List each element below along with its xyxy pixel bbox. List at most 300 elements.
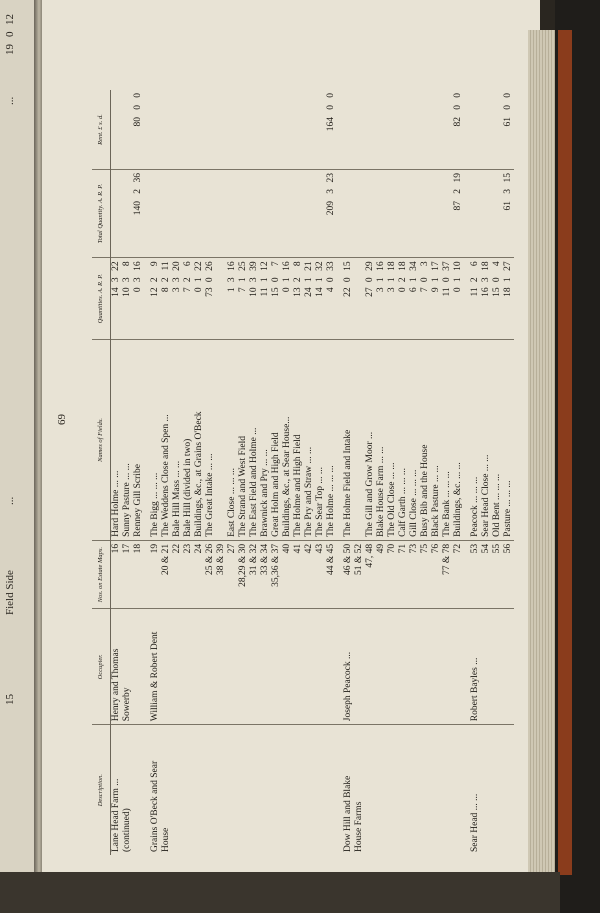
cell-map-number: 75 — [420, 540, 431, 608]
qty-acres: 14 — [314, 287, 325, 297]
qty-perches: 17 — [430, 261, 441, 271]
cell-description: Lane Head Farm ... — [110, 778, 121, 852]
cell-occupier — [205, 609, 216, 725]
cell-total-quantity — [183, 170, 194, 258]
qty-acres: 73 — [204, 287, 215, 297]
cell-quantity — [503, 258, 514, 340]
qty-acres: 14 — [110, 287, 121, 297]
qty-perches: 27 — [502, 261, 513, 271]
cell-field-name: Buildings, &c. ... ... — [453, 340, 464, 541]
cell-map-number: 76 — [431, 540, 442, 608]
cell-field-name: Bale Hill (divided in two) — [183, 340, 194, 541]
cell-quantity — [216, 258, 227, 340]
cell-total-quantity — [376, 170, 387, 258]
cell-quantity — [376, 258, 387, 340]
col-fields: Names of Fields. — [92, 340, 110, 541]
qty-roods: 2 — [397, 277, 408, 283]
qty-acres: 18 — [502, 287, 513, 297]
table-row — [431, 90, 442, 855]
cell-description: Grains O'Beck and Sear — [149, 760, 160, 852]
left-page-fragment — [4, 5, 34, 705]
qty-roods: 1 — [237, 277, 248, 283]
cell-total-quantity — [304, 170, 315, 258]
qty-acres: 0 — [397, 287, 408, 293]
cell-description — [453, 725, 464, 855]
estate-table — [92, 90, 514, 855]
qty-perches: 22 — [193, 261, 204, 271]
total-acres: 209 — [325, 201, 336, 216]
cell-quantity — [293, 258, 304, 340]
cell-quantity — [464, 258, 481, 340]
cell-description: House Farms — [353, 801, 364, 852]
qty-perches: 16 — [226, 261, 237, 271]
cell-map-number: 71 — [398, 540, 409, 608]
cell-total-quantity — [326, 170, 337, 258]
qty-acres: 0 — [281, 287, 292, 293]
table-row — [249, 90, 260, 855]
table-row — [315, 90, 326, 855]
cell-map-number: 28,29 & 30 — [238, 540, 249, 608]
cell-rent — [122, 90, 133, 170]
cell-field-name: Bale Hill Mass ... ... — [172, 340, 183, 541]
cell-quantity — [249, 258, 260, 340]
rotated-ledger — [52, 90, 522, 855]
rent-pence: 0 — [452, 93, 463, 98]
cell-field-name: The East Field and Holme ... — [249, 340, 260, 541]
cell-rent — [161, 90, 172, 170]
qty-roods: 3 — [171, 277, 182, 283]
cell-quantity — [122, 258, 133, 340]
cell-quantity — [271, 258, 282, 340]
cell-description — [315, 725, 326, 855]
cell-description — [227, 725, 238, 855]
table-row — [304, 90, 315, 855]
cell-map-number: 54 — [481, 540, 492, 608]
cell-rent — [315, 90, 326, 170]
qty-perches: 16 — [281, 261, 292, 271]
cell-description — [420, 725, 431, 855]
cell-map-number: 19 — [144, 540, 161, 608]
qty-roods: 1 — [386, 277, 397, 283]
cell-occupier — [420, 609, 431, 725]
cell-map-number: 41 — [293, 540, 304, 608]
cell-occupier — [172, 609, 183, 725]
cell-quantity — [315, 258, 326, 340]
cell-quantity — [409, 258, 420, 340]
table-row — [293, 90, 304, 855]
cell-occupier — [431, 609, 442, 725]
cell-map-number: 18 — [133, 540, 144, 608]
qty-roods: 3 — [480, 277, 491, 283]
cell-description — [293, 725, 304, 855]
qty-perches: 11 — [160, 261, 171, 271]
cell-map-number: 49 — [376, 540, 387, 608]
cell-quantity — [365, 258, 376, 340]
qty-perches: 20 — [171, 261, 182, 271]
qty-roods: 3 — [226, 277, 237, 283]
total-roods: 3 — [325, 189, 336, 194]
qty-perches: 18 — [480, 261, 491, 271]
qty-roods: 1 — [193, 277, 204, 283]
cell-occupier — [304, 609, 315, 725]
cell-total-quantity — [216, 170, 227, 258]
cell-map-number: 16 — [110, 540, 122, 608]
cell-field-name: Renney Gill Scribe — [133, 340, 144, 541]
cell-map-number: 20 & 21 — [161, 540, 172, 608]
cell-field-name: Busy Bib and the House — [420, 340, 431, 541]
cell-occupier — [133, 609, 144, 725]
qty-acres: 1 — [226, 287, 237, 293]
table-row — [260, 90, 271, 855]
cell-description — [326, 725, 337, 855]
cell-map-number: 22 — [172, 540, 183, 608]
qty-roods: 0 — [419, 277, 430, 283]
cell-occupier: Henry and Thomas — [110, 609, 122, 725]
qty-acres: 11 — [441, 287, 452, 297]
qty-roods: 2 — [182, 277, 193, 283]
qty-roods: 3 — [132, 277, 143, 283]
cell-occupier — [354, 609, 365, 725]
cell-quantity — [304, 258, 315, 340]
cell-rent — [260, 90, 271, 170]
cell-total-quantity — [172, 170, 183, 258]
cell-occupier — [183, 609, 194, 725]
cell-occupier — [398, 609, 409, 725]
cell-quantity — [205, 258, 216, 340]
cell-field-name — [216, 340, 227, 541]
rent-pounds: 82 — [452, 117, 463, 127]
qty-roods: 0 — [342, 277, 353, 283]
cell-rent — [249, 90, 260, 170]
cell-occupier — [216, 609, 227, 725]
qty-acres: 0 — [452, 287, 463, 293]
table-row — [238, 90, 249, 855]
cell-quantity — [442, 258, 453, 340]
qty-perches: 15 — [342, 261, 353, 271]
cell-total-quantity — [354, 170, 365, 258]
col-description: Description. — [92, 725, 110, 855]
cell-field-name: The Great Intake ... ... — [205, 340, 216, 541]
table-row — [205, 90, 216, 855]
qty-perches: 25 — [237, 261, 248, 271]
cell-description — [205, 725, 216, 855]
cell-field-name: Great Holm and High Field — [271, 340, 282, 541]
rent-shillings: 0 — [132, 105, 143, 110]
cell-field-name: The Bank ... ... ... — [442, 340, 453, 541]
qty-acres: 3 — [171, 287, 182, 293]
qty-roods: 2 — [149, 277, 160, 283]
page-stack-edge — [528, 30, 558, 875]
qty-roods: 0 — [441, 277, 452, 283]
cell-map-number: 35,36 & 37 — [271, 540, 282, 608]
qty-acres: 13 — [292, 287, 303, 297]
cell-total-quantity — [464, 170, 481, 258]
cell-occupier — [260, 609, 271, 725]
cell-map-number: 51 & 52 — [354, 540, 365, 608]
cell-rent — [205, 90, 216, 170]
qty-roods: 0 — [270, 277, 281, 283]
cell-quantity — [161, 258, 172, 340]
table-row — [409, 90, 420, 855]
cell-field-name: Buildings, &c., at Sear House... — [282, 340, 293, 541]
cell-total-quantity — [271, 170, 282, 258]
cell-field-name: The Holme and High Field — [293, 340, 304, 541]
page-number: 69 — [56, 414, 68, 425]
cell-occupier — [227, 609, 238, 725]
cell-description: House — [160, 827, 171, 852]
qty-roods: 3 — [248, 277, 259, 283]
cell-description: (continued) — [121, 808, 132, 852]
qty-acres: 7 — [419, 287, 430, 293]
qty-acres: 15 — [491, 287, 502, 297]
cell-occupier — [282, 609, 293, 725]
total-acres: 61 — [502, 201, 513, 211]
cell-total-quantity — [431, 170, 442, 258]
qty-roods: 0 — [204, 277, 215, 283]
table-row — [282, 90, 293, 855]
qty-perches: 6 — [182, 261, 193, 267]
cell-quantity — [144, 258, 161, 340]
cell-quantity — [492, 258, 503, 340]
cell-rent — [420, 90, 431, 170]
cell-occupier — [315, 609, 326, 725]
qty-roods: 3 — [121, 277, 132, 283]
table-row — [365, 90, 376, 855]
table-row — [464, 90, 481, 855]
qty-acres: 9 — [430, 287, 441, 293]
table-row — [271, 90, 282, 855]
cell-description: Dow Hill and Blake — [342, 775, 353, 852]
cell-field-name: The Holme Field and Intake — [337, 340, 354, 541]
cell-field-name — [354, 340, 365, 541]
qty-roods: 1 — [502, 277, 513, 283]
cell-total-quantity — [503, 170, 514, 258]
table-row — [194, 90, 205, 855]
cell-total-quantity — [194, 170, 205, 258]
table-row — [172, 90, 183, 855]
qty-perches: 18 — [397, 261, 408, 271]
cell-total-quantity — [249, 170, 260, 258]
qty-acres: 11 — [469, 287, 480, 297]
cell-occupier — [492, 609, 503, 725]
cell-quantity — [431, 258, 442, 340]
qty-roods: 3 — [110, 277, 121, 283]
cell-map-number: 77 & 78 — [442, 540, 453, 608]
rent-pounds: 164 — [325, 117, 336, 132]
qty-acres: 15 — [270, 287, 281, 297]
qty-acres: 4 — [325, 287, 336, 293]
cell-occupier: William & Robert Dent — [144, 609, 161, 725]
table-row — [376, 90, 387, 855]
qty-perches: 6 — [469, 261, 480, 267]
rent-pence: 0 — [502, 93, 513, 98]
table-row — [420, 90, 431, 855]
rent-pence: 0 — [132, 93, 143, 98]
cell-quantity — [110, 258, 122, 340]
cell-description — [133, 725, 144, 855]
cell-description — [194, 725, 205, 855]
cell-occupier — [326, 609, 337, 725]
cell-field-name: Sunny Pasture ... ... — [122, 340, 133, 541]
cell-total-quantity — [110, 170, 122, 258]
qty-roods: 1 — [259, 277, 270, 283]
cell-field-name: The Weddens Close and Spen ... — [161, 340, 172, 541]
qty-roods: 2 — [160, 277, 171, 283]
cell-description — [172, 725, 183, 855]
qty-perches: 37 — [441, 261, 452, 271]
table-row — [216, 90, 227, 855]
cell-field-name: Calf Garth ... ... ... — [398, 340, 409, 541]
cell-quantity — [172, 258, 183, 340]
qty-acres: 8 — [160, 287, 171, 293]
cell-total-quantity — [387, 170, 398, 258]
cell-rent — [503, 90, 514, 170]
left-folio: 15 — [4, 694, 16, 705]
cell-rent — [144, 90, 161, 170]
cell-occupier — [293, 609, 304, 725]
cell-rent — [293, 90, 304, 170]
cell-rent — [271, 90, 282, 170]
cell-total-quantity — [442, 170, 453, 258]
cell-field-name: Blake House Farm ... ... — [376, 340, 387, 541]
cell-field-name: Gill Close ... ... ... — [409, 340, 420, 541]
cell-occupier — [442, 609, 453, 725]
cell-quantity — [420, 258, 431, 340]
qty-perches: 16 — [132, 261, 143, 271]
cell-occupier — [271, 609, 282, 725]
cell-description — [409, 725, 420, 855]
cell-rent — [304, 90, 315, 170]
cell-occupier — [503, 609, 514, 725]
cell-field-name: The Pry and Straw ... ... — [304, 340, 315, 541]
qty-perches: 10 — [452, 261, 463, 271]
cell-rent — [216, 90, 227, 170]
cell-description — [503, 725, 514, 855]
rent-shillings: 0 — [452, 105, 463, 110]
cell-total-quantity — [337, 170, 354, 258]
qty-acres: 6 — [408, 287, 419, 293]
table-row — [122, 90, 133, 855]
qty-perches: 39 — [248, 261, 259, 271]
qty-perches: 3 — [419, 261, 430, 267]
cell-description — [376, 725, 387, 855]
qty-acres: 3 — [375, 287, 386, 293]
cell-field-name: Peacock ... ... ... — [464, 340, 481, 541]
table-row — [442, 90, 453, 855]
left-value-p: 12 — [4, 14, 16, 25]
col-quantities: Quantities. A. R. P. — [92, 258, 110, 340]
cell-rent — [354, 90, 365, 170]
table-row — [110, 90, 122, 855]
qty-roods: 1 — [281, 277, 292, 283]
cell-field-name: Sear Head Close ... ... — [481, 340, 492, 541]
total-acres: 87 — [452, 201, 463, 211]
cell-quantity — [387, 258, 398, 340]
cell-description — [238, 725, 249, 855]
cell-total-quantity — [481, 170, 492, 258]
cell-rent — [194, 90, 205, 170]
cell-map-number: 31 & 32 — [249, 540, 260, 608]
cell-field-name: The Old Close ... ... — [387, 340, 398, 541]
qty-acres: 7 — [182, 287, 193, 293]
cell-description — [431, 725, 442, 855]
qty-acres: 0 — [193, 287, 204, 293]
cell-description — [271, 725, 282, 855]
cell-description — [183, 725, 194, 855]
table-row — [161, 90, 172, 855]
qty-acres: 27 — [364, 287, 375, 297]
qty-perches: 34 — [408, 261, 419, 271]
total-roods: 3 — [502, 189, 513, 194]
cell-description — [398, 725, 409, 855]
rent-shillings: 0 — [502, 105, 513, 110]
cell-rent — [431, 90, 442, 170]
col-occupier: Occupier. — [92, 609, 110, 725]
cell-rent — [481, 90, 492, 170]
cell-total-quantity — [453, 170, 464, 258]
cell-rent — [453, 90, 464, 170]
total-perches: 15 — [502, 173, 513, 183]
qty-perches: 8 — [121, 261, 132, 267]
cell-quantity — [183, 258, 194, 340]
qty-acres: 10 — [121, 287, 132, 297]
cell-quantity — [481, 258, 492, 340]
cell-field-name: The Holme ... ... ... — [326, 340, 337, 541]
bottom-shadow — [0, 872, 560, 913]
qty-acres: 16 — [480, 287, 491, 297]
cell-rent — [337, 90, 354, 170]
qty-perches: 22 — [110, 261, 121, 271]
cell-occupier — [161, 609, 172, 725]
cell-field-name: The Bigg ... ... ... — [144, 340, 161, 541]
cell-rent — [387, 90, 398, 170]
table-row — [144, 90, 161, 855]
cell-occupier — [409, 609, 420, 725]
table-row — [387, 90, 398, 855]
cell-description — [304, 725, 315, 855]
table-row — [503, 90, 514, 855]
rent-shillings: 0 — [325, 105, 336, 110]
table-row — [453, 90, 464, 855]
left-value-r: 0 — [4, 31, 16, 37]
cell-rent — [110, 90, 122, 170]
table-row — [337, 90, 354, 855]
cell-occupier — [376, 609, 387, 725]
cell-quantity — [260, 258, 271, 340]
cell-description — [249, 725, 260, 855]
cell-rent — [464, 90, 481, 170]
cell-map-number: 72 — [453, 540, 464, 608]
cell-map-number: 55 — [492, 540, 503, 608]
cell-quantity — [194, 258, 205, 340]
cell-total-quantity — [260, 170, 271, 258]
cell-field-name: East Close ... ... ... — [227, 340, 238, 541]
cell-map-number: 24 — [194, 540, 205, 608]
cell-map-number: 46 & 50 — [337, 540, 354, 608]
cell-quantity — [453, 258, 464, 340]
qty-acres: 3 — [386, 287, 397, 293]
cell-total-quantity — [398, 170, 409, 258]
table-row — [354, 90, 365, 855]
total-acres: 140 — [132, 201, 143, 216]
cell-field-name: The Strand and West Field — [238, 340, 249, 541]
cell-map-number: 42 — [304, 540, 315, 608]
cell-total-quantity — [238, 170, 249, 258]
cell-description — [442, 725, 453, 855]
left-leaders-2: ... — [4, 96, 16, 105]
cell-map-number: 44 & 45 — [326, 540, 337, 608]
cell-total-quantity — [315, 170, 326, 258]
